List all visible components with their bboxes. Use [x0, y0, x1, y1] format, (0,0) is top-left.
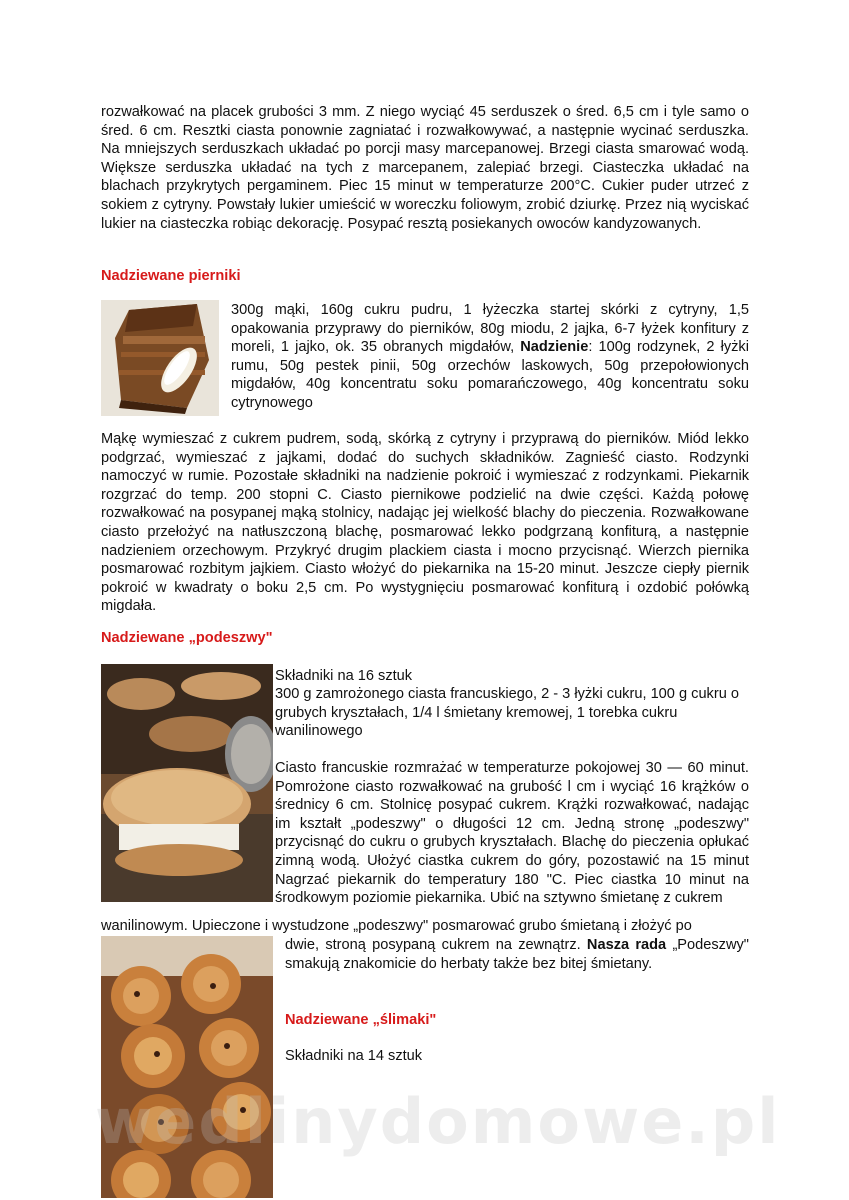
intro-paragraph: rozwałkować na placek grubości 3 mm. Z niego wyciąć 45 serduszek o śred. 6,5 cm i tyle samo o śred. 6 cm. Resztki ciasta ponownie zagniatać i rozwałkowywać, a następnie wycinać serduszka. Na mniejszych serduszkach układać po porcji masy marcepanowej. Brzegi ciasta smarować wodą. Większe serduszka układać na tych z marcepanem, zalepiać brzegi. Ciasteczka układać na blachach przykrytych pergaminem. Piec 15 minut w temperaturze 200°C. Cukier puder utrzeć z sokiem z cytryny. Powstały lukier umieścić w woreczku foliowym, zrobić dziurkę. Przez nią wyciskać lukier na ciasteczka robiąc dekorację. Posypać resztą posiekanych owoców kandyzowanych. — [101, 104, 749, 232]
podeszwy-servings: Składniki na 16 sztuk — [275, 668, 413, 684]
watermark: wedlinydomowe.pl — [95, 1085, 781, 1158]
slimaki-servings: Składniki na 14 sztuk — [285, 1048, 423, 1064]
tip-text: „Podeszwy" smakują znakomicie do herbaty także bez bitej śmietany. — [285, 937, 749, 972]
slimaki-photo — [101, 936, 273, 1198]
section-title-pierniki: Nadziewane pierniki — [101, 268, 241, 284]
tip-label: Nasza rada — [586, 937, 667, 953]
podeszwy-photo — [101, 664, 273, 902]
gingerbread-photo — [101, 300, 219, 416]
pierniki-method: Mąkę wymieszać z cukrem pudrem, sodą, skórką z cytryny i przyprawą do pierników. Miód lekko podgrzać, wymieszać z jajkami, dodać do suchych składników. Zagnieść ciasto. Rodzynki namoczyć w rumie. Pozostałe składniki na nadzienie pokroić i wymieszać z rodzynkami. Piekarnik rozgrzać do temp. 200 stopni C. Ciasto piernikowe podzielić na dwie części. Każdą połowę rozwałkować na posypanej mąką stolnicy, nadając jej wielkość blachy do pieczenia. Rozwałkowane ciasto przełożyć na natłuszczoną blachę, posmarować lekko podgrzaną konfiturą, a następnie nadzieniem orzechowym. Przykryć drugim plackiem ciasta i mocno przycisnąć. Wierzch piernika posmarować rozbitym jajkiem. Ciasto włożyć do piekarnika na 15-20 minut. Jeszcze ciepły piernik pokroić w kwadraty o boku 2,5 cm. Po wystygnięciu posmarować konfiturą i ozdobić połówką migdała. — [101, 431, 749, 615]
filling-label: Nadzienie — [520, 339, 589, 356]
pierniki-ingredients — [231, 301, 749, 413]
podeszwy-method-continued: wanilinowym. Upieczone i wystudzone „podeszwy" posmarować grubo śmietaną i złożyć po — [101, 918, 692, 934]
section-title-slimaki: Nadziewane „ślimaki" — [285, 1012, 437, 1028]
podeszwy-method-end — [285, 936, 749, 973]
podeszwy-method-end-text: dwie, stroną posypaną cukrem na zewnątrz. — [285, 937, 587, 953]
pierniki-filling-text: : 100g rodzynek, 2 łyżki rumu, 50g pestek pinii, 50g orzechów laskowych, 50g przepołowionych migdałów, 40g koncentratu soku pomarańczowego, 40g koncentratu soku cytrynowego — [231, 339, 749, 411]
section-title-podeszwy: Nadziewane „podeszwy" — [101, 630, 273, 646]
pierniki-ingredients-text: 300g mąki, 160g cukru pudru, 1 łyżeczka startej skórki z cytryny, 1,5 opakowania przyprawy do pierników, 80g miodu, 2 jajka, 6-7 łyżek konfitury z moreli, 1 jajko, ok. 35 obranych migdałów, — [231, 302, 749, 356]
podeszwy-method: Ciasto francuskie rozmrażać w temperaturze pokojowej 30 — 60 minut. Pomrożone ciasto rozwałkować na grubość l cm i wyciąć 16 krążków o średnicy 6 cm. Stolnicę posypać cukrem. Krążki rozwałkować, nadając im kształt „podeszwy" o długości 12 cm. Jedną stronę „podeszwy" przycisnąć do cukru o grubych kryształach. Blachę do pieczenia opłukać zimną wodą. Ułożyć ciastka cukrem do góry, pozostawić na 15 minut Nagrzać piekarnik do temperatury 180 "C. Piec ciastka 10 minut na środkowym poziomie piekarnika. Ubić na sztywno śmietanę z cukrem — [275, 760, 749, 907]
podeszwy-ingredients: 300 g zamrożonego ciasta francuskiego, 2 - 3 łyżki cukru, 100 g cukru o grubych kryształach, 1/4 l śmietany kremowej, 1 torebka cukru wanilinowego — [275, 686, 739, 740]
